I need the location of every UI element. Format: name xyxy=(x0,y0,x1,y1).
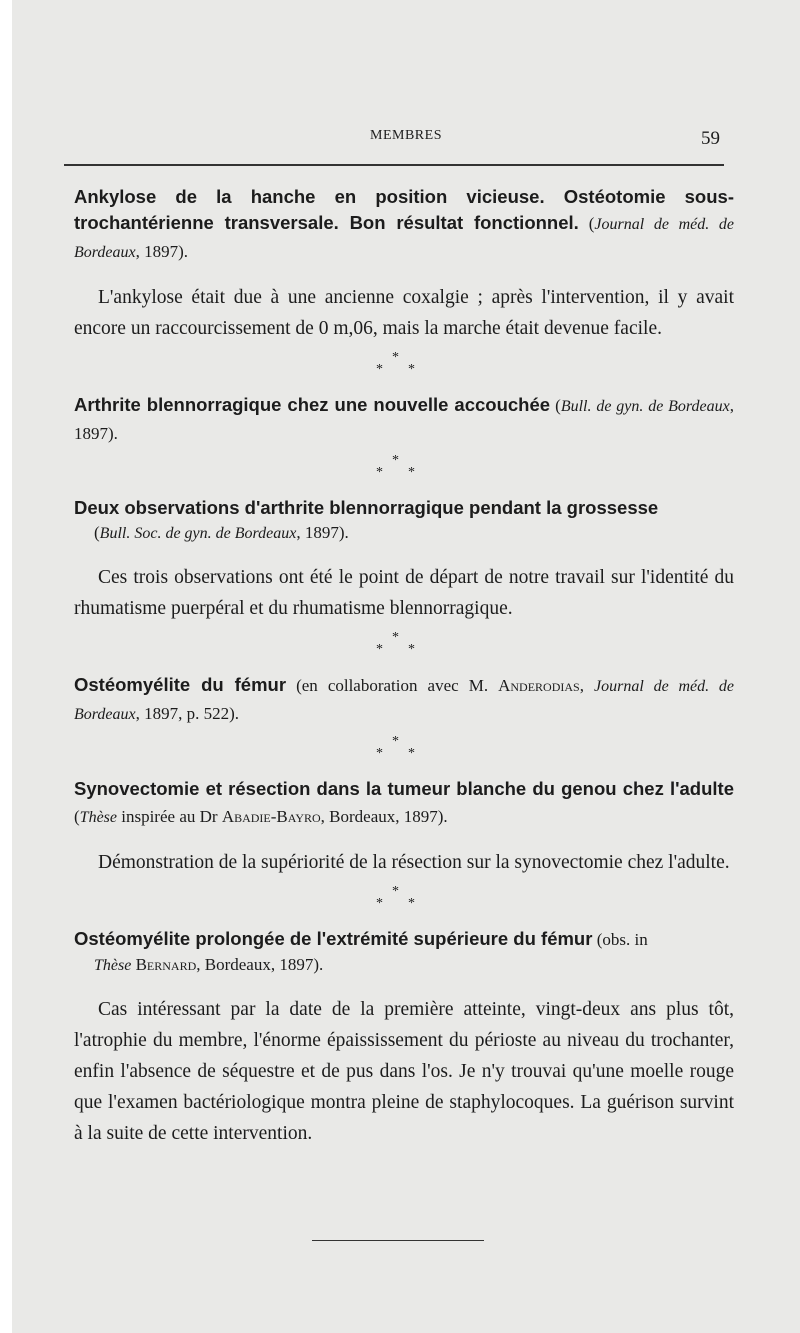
entry-body: Ces trois observations ont été le point de départ de notre travail sur l'identité du rhumatisme puerpéral et du rhumatisme blennorragique. xyxy=(74,567,734,619)
entry-body: Cas intéressant par la date de la première atteinte, vingt-deux ans plus tôt, l'atrophie du membre, l'énorme épaississement du périoste au niveau du trochanter, enfin l'absence de séquestre et de pus dans l'os. Je n'y trouvai qu'une moelle rouge que l'examen bactériologique montra pleine de staphylocoques. La guérison survint à la suite de cette intervention. xyxy=(74,999,734,1144)
entry-title: Deux observations d'arthrite blennorragique pendant la grossesse xyxy=(74,497,659,518)
page-number: 59 xyxy=(701,128,720,149)
star-glyph: * xyxy=(392,630,399,645)
star-glyph: * xyxy=(408,896,415,911)
star-glyph: * xyxy=(376,642,383,657)
end-rule xyxy=(312,1240,484,1241)
entry-source: (en collaboration avec M. Anderodias, Journal de méd. de Bordeaux, 1897, p. 522). xyxy=(74,676,735,723)
asterism-separator xyxy=(74,880,734,926)
star-glyph: * xyxy=(376,746,383,761)
book-page xyxy=(12,0,800,1333)
entry-body: L'ankylose était due à une ancienne coxalgie ; après l'intervention, il y avait encore un raccourcissement de 0 m,06, mais la marche était devenue facile. xyxy=(74,287,734,339)
entry-source: (Bull. de gyn. de Bordeaux, 1897). xyxy=(74,396,735,443)
entry-body: Démonstration de la supériorité de la résection sur la synovectomie chez l'adulte. xyxy=(98,852,730,873)
star-glyph: * xyxy=(408,642,415,657)
entry-title: Ankylose de la hanche en position vicieuse. Ostéotomie sous-trochantérienne transversale. Bon résultat fonctionnel. (Journal de méd. de Bordeaux, 1897). xyxy=(74,186,735,261)
star-glyph: * xyxy=(376,362,383,377)
entry-source: (obs. in xyxy=(596,930,648,949)
asterism-separator xyxy=(74,346,734,392)
entry-source: (Bull. Soc. de gyn. de Bordeaux, 1897). xyxy=(94,523,349,542)
star-glyph: * xyxy=(392,453,399,468)
asterism-separator xyxy=(74,730,734,776)
header-rule xyxy=(64,164,724,166)
running-head xyxy=(12,128,800,152)
entry-title: Ostéomyélite du fémur (en collaboration avec M. Anderodias, Journal de méd. de Bordeaux, 1897, p. 522). xyxy=(74,674,735,723)
entry-source: (Journal de méd. de Bordeaux, 1897). xyxy=(74,214,735,261)
entry-source-continued: Thèse Bernard, Bordeaux, 1897). xyxy=(94,955,324,974)
star-glyph: * xyxy=(408,362,415,377)
star-glyph: * xyxy=(392,884,399,899)
text-block xyxy=(74,184,734,1149)
entry-title: Arthrite blennorragique chez une nouvelle accouchée (Bull. de gyn. de Bordeaux, 1897). xyxy=(74,394,735,443)
star-glyph: * xyxy=(392,734,399,749)
asterism-separator xyxy=(74,626,734,672)
asterism-separator xyxy=(74,449,734,495)
star-glyph: * xyxy=(392,350,399,365)
entry-source: (Thèse inspirée au Dr Abadie-Bayro, Bordeaux, 1897). xyxy=(74,807,448,826)
star-glyph: * xyxy=(376,465,383,480)
entry-title: Ostéomyélite prolongée de l'extrémité supérieure du fémur (obs. in xyxy=(74,928,648,949)
entry-title: Synovectomie et résection dans la tumeur blanche du genou chez l'adulte (Thèse inspirée au Dr Abadie-Bayro, Bordeaux, 1897). xyxy=(74,778,734,826)
star-glyph: * xyxy=(408,465,415,480)
running-title: MEMBRES xyxy=(370,128,442,143)
star-glyph: * xyxy=(408,746,415,761)
star-glyph: * xyxy=(376,896,383,911)
